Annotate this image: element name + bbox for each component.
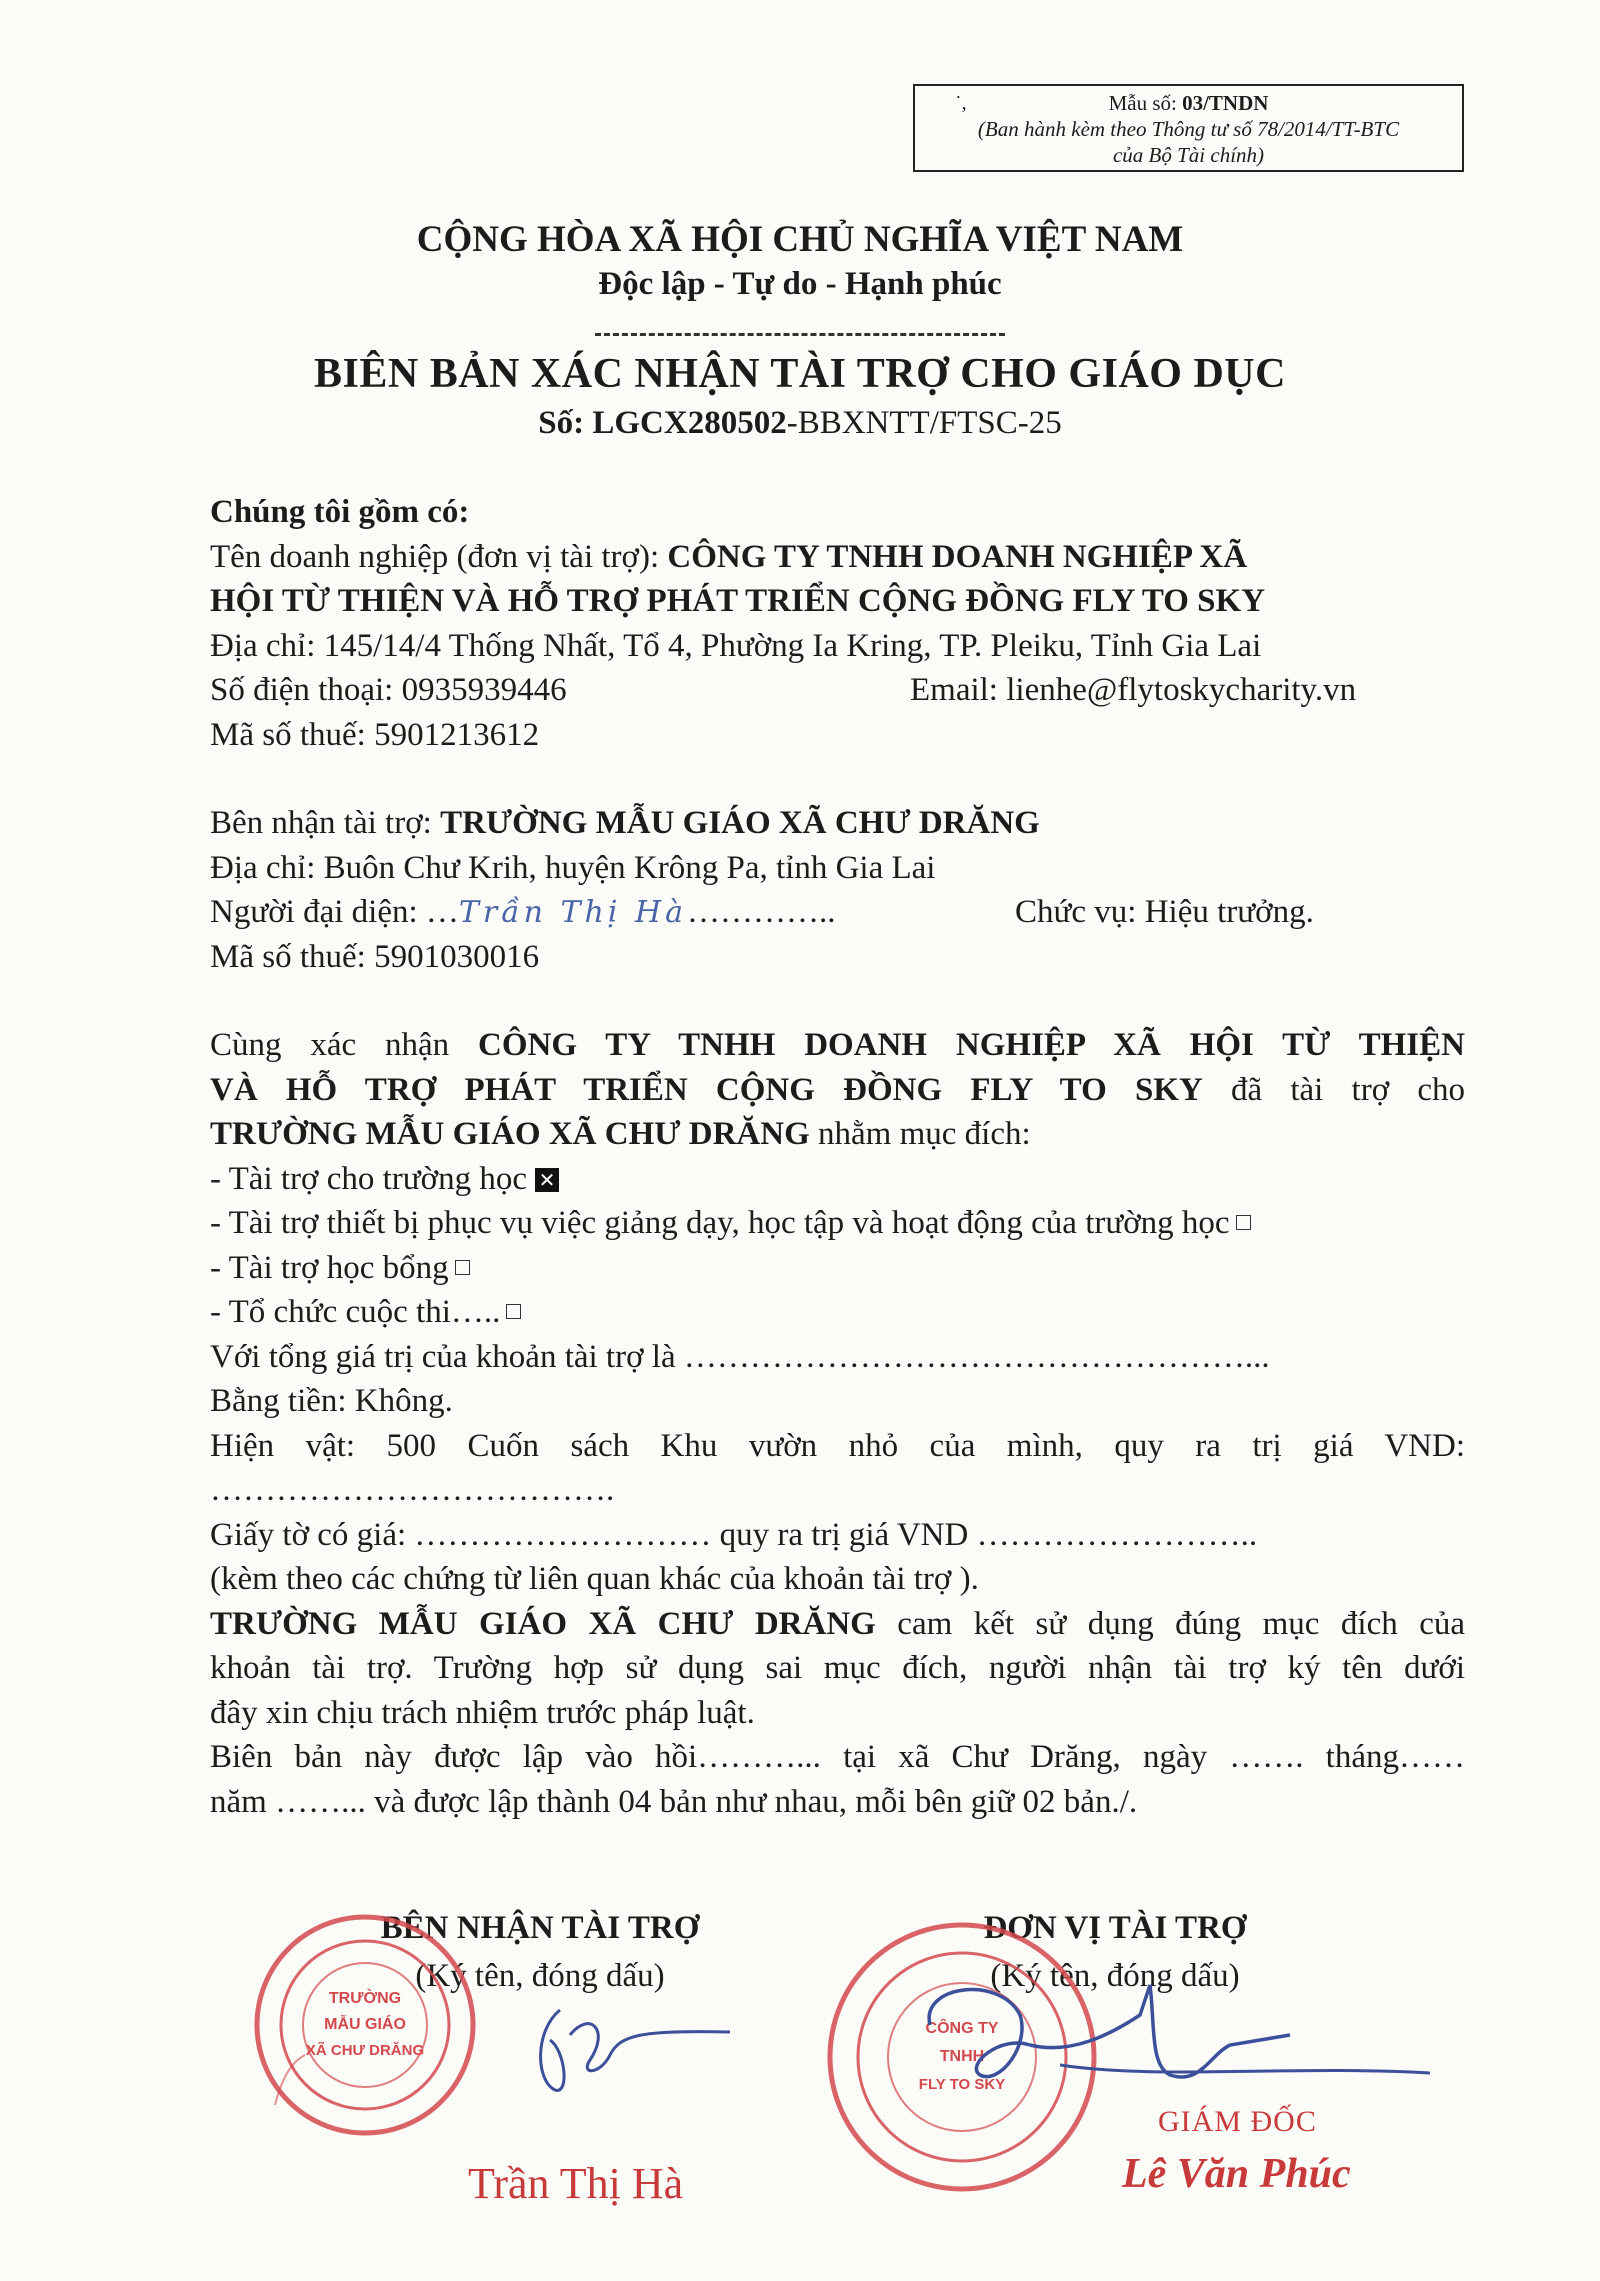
confirm-company-part1: CÔNG TY TNHH DOANH NGHIỆP XÃ HỘI TỪ THIỆN — [478, 1027, 1465, 1063]
goods-dots-line: ………………………………. — [210, 1472, 615, 1508]
sponsor-name-part2: HỘI TỪ THIỆN VÀ HỖ TRỢ PHÁT TRIỂN CỘNG ĐỒNG FLY TO SKY — [210, 583, 1266, 619]
recipient-address: Địa chỉ: Buôn Chư Krih, huyện Krông Pa, tỉnh Gia Lai — [210, 849, 936, 886]
document-number — [0, 405, 1600, 442]
stamp-line: MẪU GIÁO — [324, 2016, 406, 2033]
form-issued-line2: của Bộ Tài chính) — [1112, 143, 1265, 167]
rep-position: Chức vụ: Hiệu trưởng. — [1015, 894, 1314, 930]
purpose-label: - Tài trợ cho trường học — [210, 1160, 528, 1197]
recipient-signature-title: BÊN NHẬN TÀI TRỢ — [380, 1910, 700, 1946]
empty-checkbox-icon[interactable] — [1236, 1215, 1251, 1230]
empty-checkbox-icon[interactable] — [506, 1304, 521, 1319]
rep-handwritten-name: Trần Thị Hà — [458, 895, 687, 930]
confirm-sponsored-for: đã tài trợ cho — [1202, 1071, 1465, 1108]
papers-line: Giấy tờ có giá: ……………………… quy ra trị giá VND …………………….. — [210, 1516, 1258, 1553]
recipient-tax: Mã số thuế: 5901030016 — [210, 938, 540, 975]
stray-mark: ˙, — [955, 92, 967, 114]
confirm-line-1 — [210, 1023, 1465, 1068]
sponsor-address: Địa chỉ: 145/14/4 Thống Nhất, Tổ 4, Phường Ia Kring, TP. Pleiku, Tỉnh Gia Lai — [210, 627, 1262, 664]
sponsor-signature-title: ĐƠN VỊ TÀI TRỢ — [983, 1910, 1247, 1946]
form-code: 03/TNDN — [1182, 91, 1269, 115]
confirm-line-3 — [210, 1112, 1465, 1157]
commit-line-2: khoản tài trợ. Trường hợp sử dụng sai mục đích, người nhận tài trợ ký tên dưới — [210, 1650, 1465, 1686]
recipient-stamp-icon — [245, 1905, 485, 2145]
commit-line-1 — [210, 1602, 1465, 1647]
sponsor-signer-role: GIÁM ĐỐC — [1158, 2105, 1317, 2138]
rep-label: Người đại diện: — [210, 894, 426, 930]
recipient-rep-line — [210, 890, 1465, 935]
sponsor-signature-scribble-icon — [910, 1965, 1450, 2125]
sponsor-signature-note: (Ký tên, đóng dấu) — [990, 1958, 1240, 1994]
goods-line: Hiện vật: 500 Cuốn sách Khu vườn nhỏ của mình, quy ra trị giá VND: — [210, 1427, 1465, 1464]
sponsor-name-line — [210, 535, 1465, 580]
sponsor-signer-name: Lê Văn Phúc — [1122, 2151, 1351, 2197]
made-line-2: năm ……... và được lập thành 04 bản như nhau, mỗi bên giữ 02 bản./. — [210, 1783, 1138, 1820]
recipient-signature-note: (Ký tên, đóng dấu) — [415, 1958, 665, 1994]
made-line-1: Biên bản này được lập vào hồi………... tại xã Chư Drăng, ngày ……. tháng…… — [210, 1739, 1465, 1775]
recipient-signer-name: Trần Thị Hà — [468, 2159, 684, 2208]
recipient-signature-scribble-icon — [530, 1990, 750, 2100]
confirm-line-2 — [210, 1068, 1465, 1113]
header-divider — [595, 333, 1005, 336]
confirm-company-part2: VÀ HỖ TRỢ PHÁT TRIỂN CỘNG ĐỒNG FLY TO SKY — [210, 1071, 1203, 1108]
sponsor-email: Email: lienhe@flytoskycharity.vn — [910, 672, 1357, 708]
cash-line: Bằng tiền: Không. — [210, 1383, 453, 1419]
stamp-line: XÃ CHƯ DRĂNG — [305, 2042, 425, 2059]
stamp-line: CÔNG TY — [925, 2020, 999, 2037]
purpose-item — [210, 1157, 1465, 1202]
purpose-label: - Tổ chức cuộc thi….. — [210, 1294, 501, 1330]
empty-checkbox-icon[interactable] — [455, 1260, 470, 1275]
sponsor-name-label: Tên doanh nghiệp (đơn vị tài trợ): — [210, 538, 668, 575]
rep-dots-left: … — [425, 894, 459, 930]
sponsor-tax: Mã số thuế: 5901213612 — [210, 716, 540, 753]
document-body — [210, 490, 1465, 1824]
document-number-prefix: Số: LGCX280502 — [538, 405, 787, 441]
purpose-item — [210, 1290, 1465, 1335]
form-code-box — [913, 84, 1464, 172]
stamp-line: FLY TO SKY — [918, 2076, 1006, 2093]
stamp-line: TRƯỜNG — [328, 1990, 402, 2007]
confirm-purpose-suffix: nhằm mục đích: — [809, 1116, 1031, 1152]
total-value-line: Với tổng giá trị của khoản tài trợ là ……………………………………………... — [210, 1338, 1270, 1375]
purpose-item — [210, 1201, 1465, 1246]
rep-dots-right: ………….. — [687, 894, 836, 930]
sponsor-phone: Số điện thoại: 0935939446 — [210, 672, 567, 708]
purpose-label: - Tài trợ học bổng — [210, 1249, 449, 1286]
recipient-name: TRƯỜNG MẪU GIÁO XÃ CHƯ DRĂNG — [440, 805, 1040, 841]
recipient-label: Bên nhận tài trợ: — [210, 805, 441, 841]
commit-text-1: cam kết sử dụng đúng mục đích của — [875, 1605, 1465, 1642]
commit-line-3: đây xin chịu trách nhiệm trước pháp luật. — [210, 1694, 755, 1731]
motto: Độc lập - Tự do - Hạnh phúc — [598, 266, 1002, 302]
document-title: BIÊN BẢN XÁC NHẬN TÀI TRỢ CHO GIÁO DỤC — [314, 351, 1286, 397]
confirm-intro: Cùng xác nhận — [210, 1027, 479, 1063]
recipient-line — [210, 801, 1465, 846]
purpose-label: - Tài trợ thiết bị phục vụ việc giảng dạy, học tập và hoạt động của trường học — [210, 1205, 1230, 1241]
checked-checkbox-icon[interactable]: ✕ — [535, 1168, 559, 1192]
form-issued-line1: (Ban hành kèm theo Thông tư số 78/2014/TT-BTC — [977, 117, 1400, 141]
purpose-item — [210, 1246, 1465, 1291]
form-code-label: Mẫu số: — [1108, 91, 1183, 115]
parties-heading: Chúng tôi gồm có: — [210, 494, 470, 530]
document-number-suffix: -BBXNTT/FTSC-25 — [786, 405, 1062, 441]
form-code-line — [915, 90, 1462, 116]
sponsor-contact-line — [210, 668, 1465, 713]
nation-header: CỘNG HÒA XÃ HỘI CHỦ NGHĨA VIỆT NAM — [416, 219, 1184, 260]
confirm-school: TRƯỜNG MẪU GIÁO XÃ CHƯ DRĂNG — [210, 1116, 810, 1152]
stamp-line: TNHH — [939, 2048, 985, 2065]
sponsor-name-part1: CÔNG TY TNHH DOANH NGHIỆP XÃ — [667, 538, 1248, 575]
attachments-line: (kèm theo các chứng từ liên quan khác của khoản tài trợ ). — [210, 1561, 979, 1597]
commit-school: TRƯỜNG MẪU GIÁO XÃ CHƯ DRĂNG — [210, 1605, 876, 1642]
